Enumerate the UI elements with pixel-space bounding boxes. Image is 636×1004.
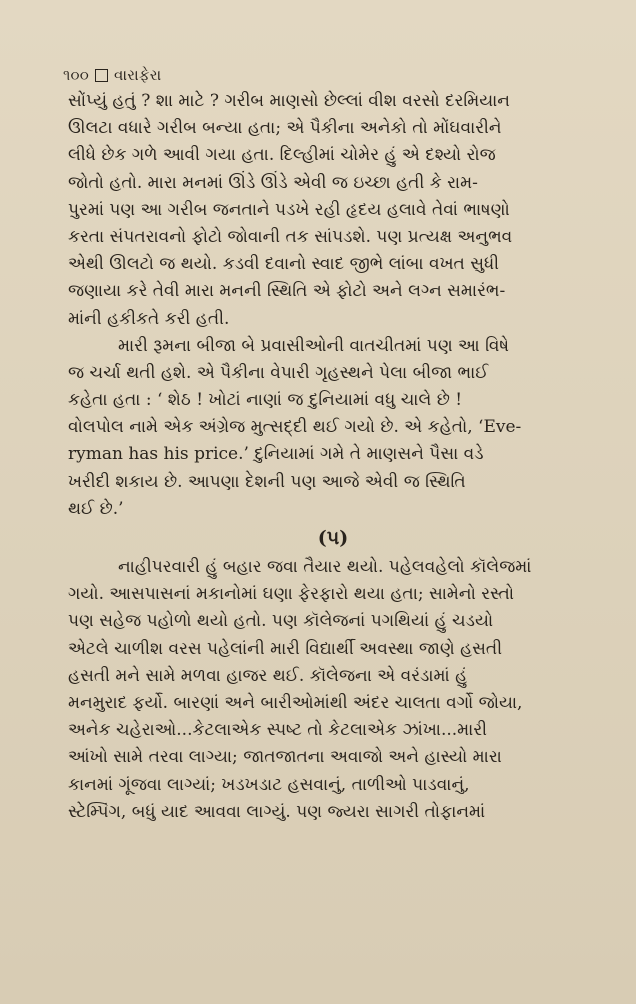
page-number: ૧૦૦	[63, 66, 90, 84]
text-line: વોલપોલ નામે એક અંગ્રેજ મુત્સદ્દી થઈ ગયો છે. એ કહેતો, ‘Eve-	[68, 417, 522, 438]
text-line: થઈ છે.’	[68, 498, 124, 519]
text-line: જણાયા કરે તેવી મારા મનની સ્થિતિ એ ફોટો અને લગ્ન સમારંભ-	[68, 281, 506, 302]
text-line: કહેતા હતા : ‘ શેઠ ! ખોટાં નાણાં જ દુનિયામાં વધુ ચાલે છે !	[68, 390, 463, 411]
text-line: માંની હકીકતે કરી હતી.	[68, 308, 230, 329]
text-line: મારી રૂમના બીજા બે પ્રવાસીઓની વાતચીતમાં પણ આ વિષે	[118, 335, 510, 356]
text-line: નાહીપરવારી હું બહાર જવા તૈયાર થયો. પહેલવહેલો કૉલેજમાં	[118, 557, 532, 577]
text-line: પુરમાં પણ આ ગરીબ જનતાને પડખે રહી હૃદય હલાવે તેવાં ભાષણો	[68, 199, 510, 220]
text-line: ખરીદી શકાય છે. આપણા દેશની પણ આજે એવી જ સ્થિતિ	[68, 471, 466, 492]
text-line: એથી ઊલટો જ થયો. કડવી દવાનો સ્વાદ જીભે લાંબા વખત સુધી	[68, 254, 500, 275]
paragraph-3	[68, 554, 598, 826]
text-line: કાનમાં ગૂંજવા લાગ્યાં; ખડખડાટ હસવાનું, તાળીઓ પાડવાનું,	[68, 774, 470, 795]
paragraph-1	[68, 88, 598, 333]
text-line: એટલે ચાળીશ વરસ પહેલાંની મારી વિદ્યાર્થી અવસ્થા જાણે હસતી	[68, 638, 503, 659]
text-line: ઊલટા વધારે ગરીબ બન્યા હતા; એ પૈકીના અનેકો તો મોંઘવારીને	[68, 118, 502, 139]
paragraph-2	[68, 333, 598, 523]
square-box-icon	[95, 69, 108, 82]
text-line: કરતા સંપતરાવનો ફોટો જોવાની તક સાંપડશે. પણ પ્રત્યક્ષ અનુભવ	[68, 226, 513, 247]
text-line: હસતી મને સામે મળવા હાજર થઈ. કૉલેજના એ વરંડામાં હું	[68, 665, 468, 686]
text-line: જોતો હતો. મારા મનમાં ઊંડે ઊંડે એવી જ ઇચ્છા હતી કે રામ-	[68, 172, 478, 193]
running-title: વારાફેરા	[114, 66, 162, 84]
text-line: આંખો સામે તરવા લાગ્યા; જાતજાતના અવાજો અને હાસ્યો મારા	[68, 747, 502, 768]
text-line: સોંપ્યું હતું ? શા માટે ? ગરીબ માણસો છેલ્લાં વીશ વરસો દરમિયાન	[68, 91, 510, 111]
body-text	[68, 88, 598, 826]
text-line: પણ સહેજ પહોળો થયો હતો. પણ કૉલેજનાં પગથિયાં હું ચડયો	[68, 611, 494, 632]
text-line: સ્ટેમ્પિંગ, બધું યાદ આવવા લાગ્યું. પણ જ્યરા સાગરી તોફાનમાં	[68, 801, 486, 822]
text-line: ryman has his price.’ દુનિયામાં ગમે તે માણસને પૈસા વડે	[68, 444, 484, 465]
text-line: ગયો. આસપાસનાં મકાનોમાં ઘણા ફેરફારો થયા હતા; સામેનો રસ્તો	[68, 584, 514, 605]
page-header	[63, 66, 161, 84]
text-line: અનેક ચહેરાઓ...કેટલાએક સ્પષ્ટ તો કેટલાએક ઝાંખા...મારી	[68, 720, 487, 741]
text-line: જ ચર્ચા થતી હશે. એ પૈકીના વેપારી ગૃહસ્થને પેલા બીજા ભાઈ	[68, 362, 489, 383]
section-number: (૫)	[317, 527, 349, 549]
text-line: મનમુરાદ ફર્યો. બારણાં અને બારીઓમાંથી અંદર ચાલતા વર્ગો જોયા,	[68, 692, 523, 713]
text-line: લીધે છેક ગળે આવી ગયા હતા. દિલ્હીમાં ચોમેર હું એ દશ્યો રોજ	[68, 145, 496, 166]
